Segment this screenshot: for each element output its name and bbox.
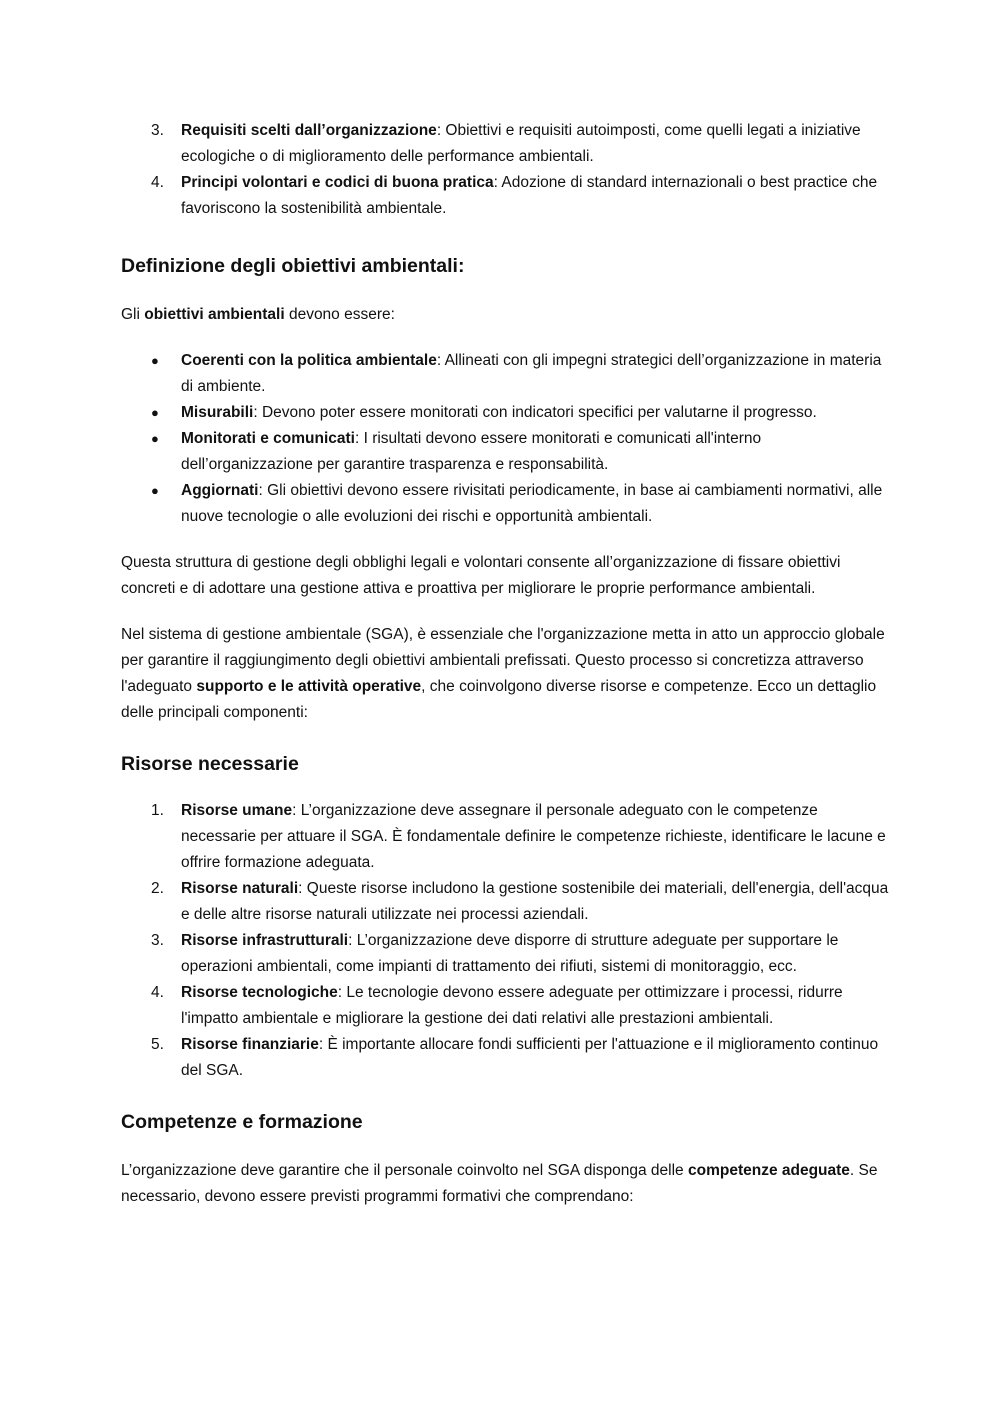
list-item [121,928,891,980]
item-bold: Risorse tecnologiche [181,984,338,1001]
intro-bold: obiettivi ambientali [144,306,285,323]
list-number: 3. [151,932,164,949]
item-text: : L’organizzazione deve assegnare il personale adeguato con le competenze necessarie per attuare il SGA. È fondamentale definire le competenze richieste, identificare le lacune e offrire formazione adeguata. [181,802,886,871]
list-item [121,118,891,170]
item-text: : Adozione di standard internazionali o best practice che favoriscono la sostenibilità ambientale. [181,174,878,217]
item-bold: Monitorati e comunicati [181,430,355,447]
paragraph-bold: supporto e le attività operative [196,678,422,695]
item-bold: Principi volontari e codici di buona pratica [181,174,494,191]
item-bold: Misurabili [181,404,254,421]
item-text: : Queste risorse includono la gestione sostenibile dei materiali, dell'energia, dell'acqua e delle altre risorse naturali utilizzate nei processi aziendali. [181,880,889,923]
list-item [121,478,891,530]
top-numbered-list [121,118,891,222]
item-text: : Devono poter essere monitorati con indicatori specifici per valutarne il progresso. [253,404,817,421]
item-bold: Aggiornati [181,482,259,499]
list-number: 5. [151,1036,164,1053]
item-text: : Obiettivi e requisiti autoimposti, come quelli legati a iniziative ecologiche o di miglioramento delle performance ambientali. [181,122,861,165]
resources-list [121,798,891,1084]
list-item [121,170,891,222]
item-bold: Risorse umane [181,802,293,819]
paragraph-text: . Se necessario, devono essere previsti programmi formativi che comprendano: [121,1162,878,1205]
list-item [121,876,891,928]
item-text: : Le tecnologie devono essere adeguate per ottimizzare i processi, ridurre l'impatto ambientale e migliorare la gestione dei dati relativi alle prestazioni ambientali. [181,984,843,1027]
bullet-list [121,348,891,530]
list-number: 3. [151,122,164,139]
document-page [121,118,891,1210]
list-item [121,400,891,426]
item-bold: Coerenti con la politica ambientale [181,352,437,369]
bullet-icon: ● [151,405,159,420]
paragraph-text: L’organizzazione deve garantire che il personale coinvolto nel SGA disponga delle [121,1162,688,1179]
intro-text: Gli [121,306,145,323]
bullet-icon: ● [151,353,159,368]
list-item [121,980,891,1032]
body-paragraph [121,1158,891,1210]
list-item [121,348,891,400]
list-number: 4. [151,984,164,1001]
paragraph-text: , che coinvolgono diverse risorse e competenze. Ecco un dettaglio delle principali componenti: [121,678,877,721]
list-item [121,798,891,876]
list-number: 1. [151,802,164,819]
body-paragraph: Questa struttura di gestione degli obblighi legali e volontari consente all’organizzazione di fissare obiettivi concreti e di adottare una gestione attiva e proattiva per migliorare le proprie performance ambientali. [121,554,841,597]
section-heading: Definizione degli obiettivi ambientali: [121,255,465,277]
item-text: : Allineati con gli impegni strategici dell’organizzazione in materia di ambiente. [181,352,882,395]
item-bold: Risorse naturali [181,880,299,897]
list-item [121,1032,891,1084]
paragraph-text: Nel sistema di gestione ambientale (SGA), è essenziale che l'organizzazione metta in atto un approccio globale per garantire il raggiungimento degli obiettivi ambientali prefissati. Questo processo si concretizza attraverso l'adeguato [121,626,885,695]
paragraph-bold: competenze adeguate [687,1162,850,1179]
intro-text: devono essere: [284,306,395,323]
section-heading: Competenze e formazione [121,1111,363,1133]
item-text: : L’organizzazione deve disporre di strutture adeguate per supportare le operazioni ambientali, come impianti di trattamento dei rifiuti, sistemi di monitoraggio, ecc. [181,932,839,975]
item-bold: Risorse finanziarie [181,1036,319,1053]
item-text: : È importante allocare fondi sufficienti per l'attuazione e il miglioramento continuo del SGA. [181,1036,879,1079]
item-bold: Risorse infrastrutturali [181,932,349,949]
intro-paragraph [121,302,891,328]
body-paragraph [121,622,891,726]
list-item [121,426,891,478]
bullet-icon: ● [151,431,159,446]
bullet-icon: ● [151,483,159,498]
list-number: 4. [151,174,164,191]
item-text: : I risultati devono essere monitorati e comunicati all'interno dell’organizzazione per garantire trasparenza e responsabilità. [181,430,762,473]
section-heading: Risorse necessarie [121,753,299,775]
list-number: 2. [151,880,164,897]
item-bold: Requisiti scelti dall’organizzazione [181,122,437,139]
item-text: : Gli obiettivi devono essere rivisitati periodicamente, in base ai cambiamenti normativi, alle nuove tecnologie o alle evoluzioni dei rischi e opportunità ambientali. [181,482,883,525]
